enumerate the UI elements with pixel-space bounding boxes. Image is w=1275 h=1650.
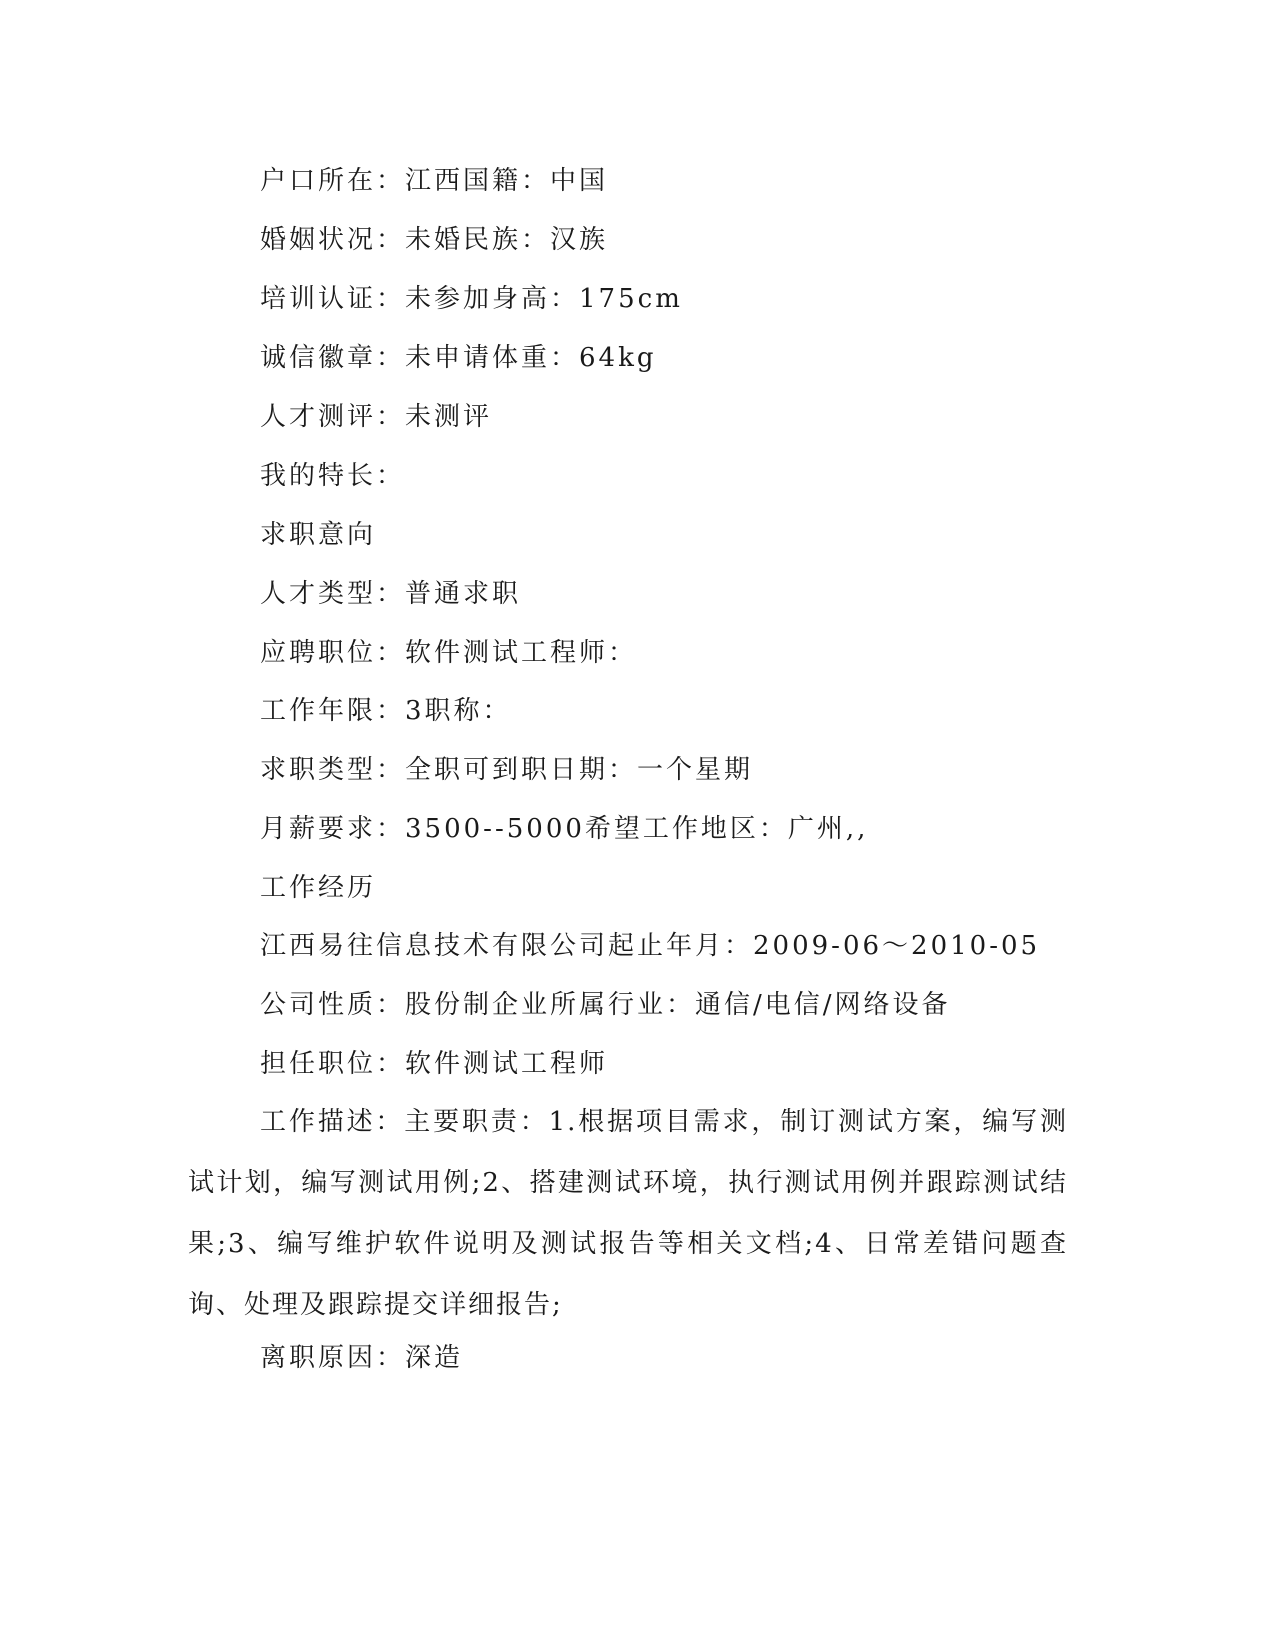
marital-ethnicity-line: 婚姻状况：未婚民族：汉族 — [260, 225, 609, 255]
company-period-line: 江西易往信息技术有限公司起止年月：2009-06～2010-05 — [260, 931, 1041, 961]
applied-position-line: 应聘职位：软件测试工程师： — [260, 638, 638, 668]
talent-type-line: 人才类型：普通求职 — [260, 579, 522, 609]
job-type-start-line: 求职类型：全职可到职日期：一个星期 — [260, 755, 754, 785]
leave-reason-line: 离职原因：深造 — [260, 1343, 464, 1373]
work-years-title-line: 工作年限：3职称： — [260, 696, 512, 726]
held-position-line: 担任职位：软件测试工程师 — [260, 1049, 609, 1079]
job-description-paragraph: 工作描述：主要职责：1.根据项目需求，制订测试方案，编写测试计划，编写测试用例;2、搭建测试环境，执行测试用例并跟踪测试结果;3、编写维护软件说明及测试报告等相关文档;4、日常差错问题查询、处理及跟踪提交详细报告; — [188, 1107, 1068, 1320]
hukou-nationality-line: 户口所在：江西国籍：中国 — [260, 166, 609, 196]
talent-assessment-line: 人才测评：未测评 — [260, 402, 493, 432]
salary-location-line: 月薪要求：3500--5000希望工作地区：广州,, — [260, 814, 869, 844]
specialty-line: 我的特长： — [260, 461, 406, 491]
company-nature-industry-line: 公司性质：股份制企业所属行业：通信/电信/网络设备 — [260, 990, 951, 1020]
badge-weight-line: 诚信徽章：未申请体重：64kg — [260, 343, 657, 373]
job-intention-heading: 求职意向 — [260, 520, 377, 550]
work-experience-heading: 工作经历 — [260, 873, 377, 903]
training-height-line: 培训认证：未参加身高：175cm — [260, 284, 683, 314]
